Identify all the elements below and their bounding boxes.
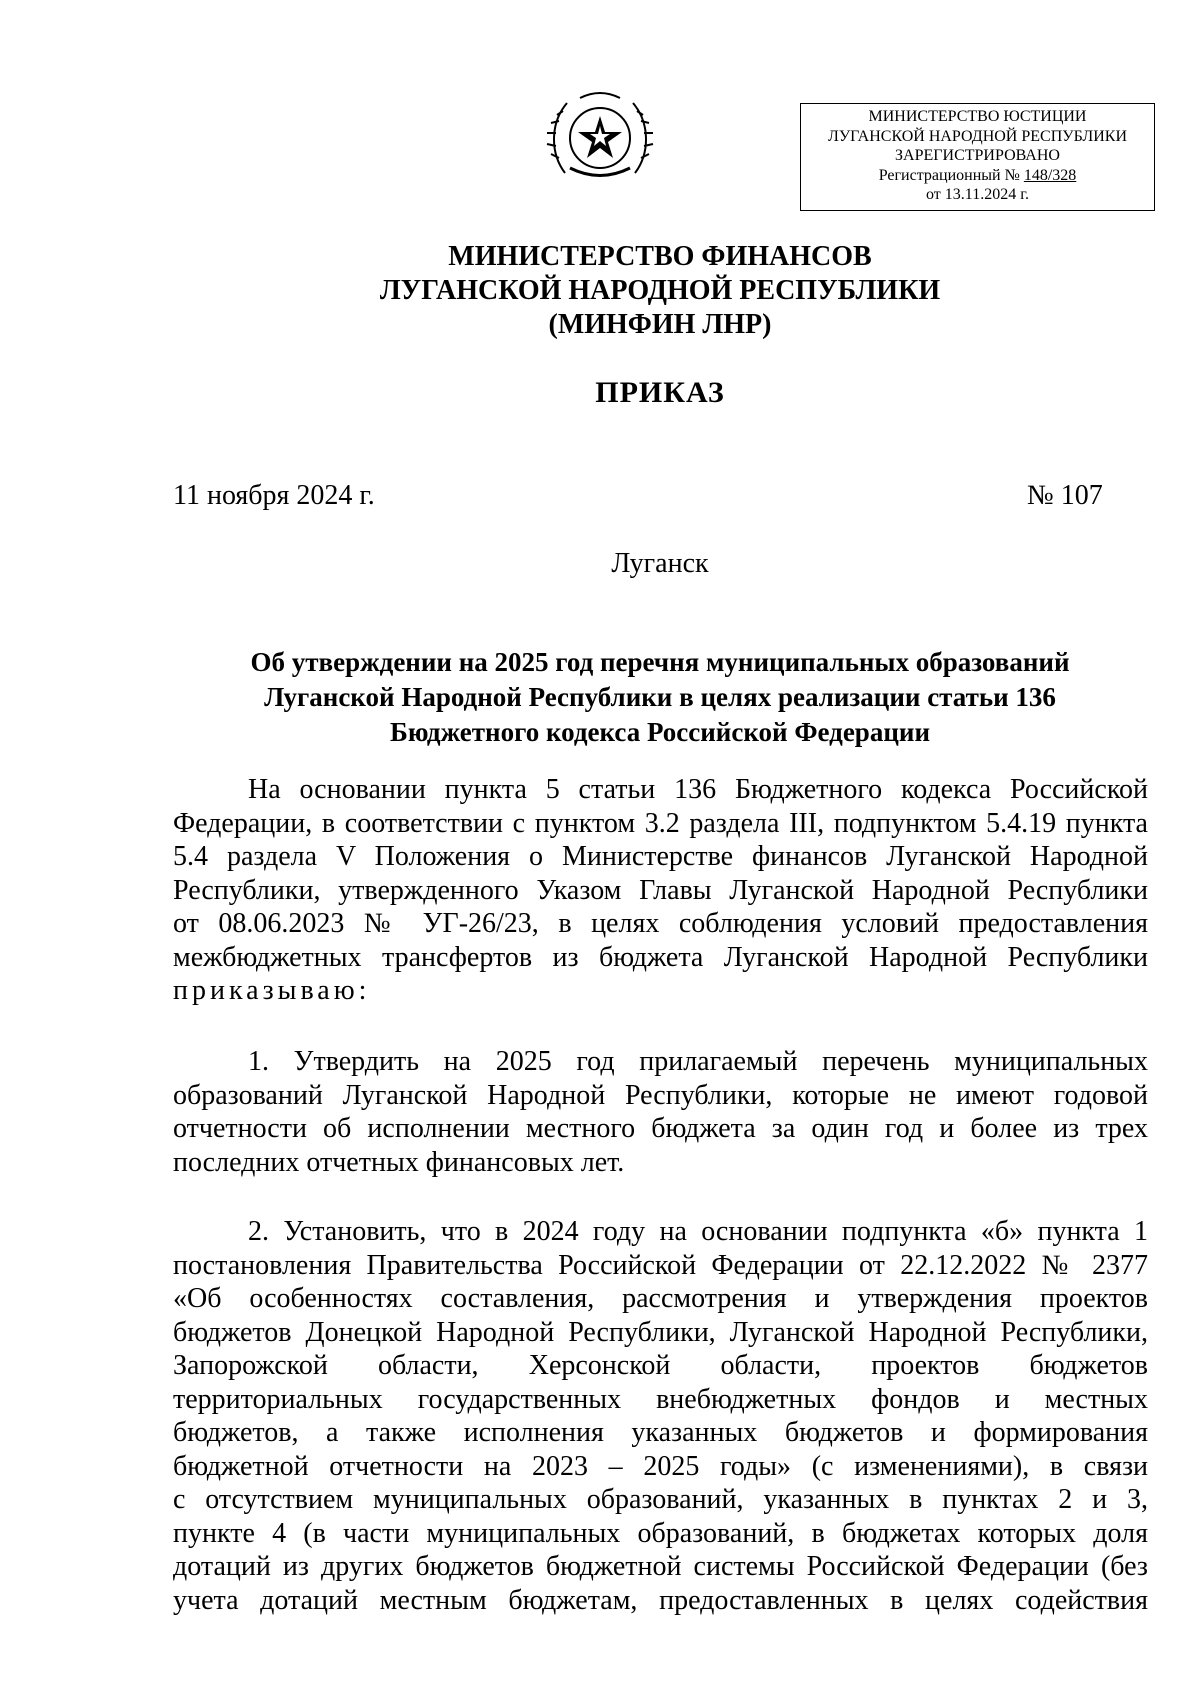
document-type-title: ПРИКАЗ [595,376,725,409]
ministry-header [0,240,1200,342]
order-date: 11 ноября 2024 г. [173,480,375,511]
stamp-registered-line: ЗАРЕГИСТРИРОВАНО [895,147,1060,164]
text-line: учета дотаций местным бюджетам, предоставленных в целях содействия [173,1584,1148,1616]
text-line: с отсутствием муниципальных образований, указанных в пунктах 2 и 3, [173,1484,1148,1515]
text-line: межбюджетных трансфертов из бюджета Луганской Народной Республики [173,941,1148,973]
text-line: отчетности об исполнении местного бюджета за один год и более из трех [173,1113,1148,1144]
text-line: от 08.06.2023 № УГ-26/23, в целях соблюдения условий предоставления [173,908,1148,939]
text-line: образований Луганской Народной Республики, которые не имеют годовой [173,1079,1148,1111]
stamp-date: от 13.11.2024 г. [926,186,1029,203]
text-line: бюджетной отчетности на 2023 – 2025 годы» (с изменениями), в связи [173,1450,1148,1482]
header-line: МИНИСТЕРСТВО ФИНАНСОВ [448,241,872,272]
order-subject [0,645,1200,750]
subject-line: Луганской Народной Республики в целях реализации статьи 136 [264,682,1056,712]
text-line: 5.4 раздела V Положения о Министерстве финансов Луганской Народной [173,841,1148,872]
registration-stamp [800,103,1155,211]
text-line: территориальных государственных внебюджетных фондов и местных [173,1383,1148,1415]
text-line: приказываю: [173,975,371,1006]
stamp-registration-number: Регистрационный № 148/328 [878,166,1077,184]
text-line: дотаций из других бюджетов бюджетной системы Российской Федерации (без [173,1551,1148,1582]
text-line: На основании пункта 5 статьи 136 Бюджетного кодекса Российской [248,774,1148,805]
text-line: бюджетов Донецкой Народной Республики, Луганской Народной Республики, [173,1316,1148,1348]
text-line: последних отчетных финансовых лет. [173,1146,625,1178]
order-number: № 107 [1027,480,1103,511]
preamble-paragraph [173,773,1148,1008]
text-line: бюджетов, а также исполнения указанных бюджетов и формирования [173,1417,1148,1448]
text-line: 2. Установить, что в 2024 году на основании подпункта «б» пункта 1 [248,1216,1148,1247]
item-1-paragraph [173,1045,1148,1179]
text-line: Республики, утвержденного Указом Главы Луганской Народной Республики [173,874,1148,906]
text-line: пункте 4 (в части муниципальных образований, в бюджетах которых доля [173,1517,1148,1549]
stamp-ministry-line: МИНИСТЕРСТВО ЮСТИЦИИ [868,108,1087,125]
subject-line: Бюджетного кодекса Российской Федерации [389,717,930,747]
coat-of-arms-emblem [545,88,655,188]
item-2-paragraph [173,1215,1148,1617]
text-line: «Об особенностях составления, рассмотрения и утверждения проектов [173,1283,1148,1314]
subject-line: Об утверждении на 2025 год перечня муниципальных образований [250,647,1070,677]
text-line: Федерации, в соответствии с пунктом 3.2 раздела III, подпунктом 5.4.19 пункта [173,807,1148,839]
order-city: Луганск [611,548,709,579]
header-line: ЛУГАНСКОЙ НАРОДНОЙ РЕСПУБЛИКИ [379,275,941,306]
text-line: Запорожской области, Херсонской области, проектов бюджетов [173,1350,1148,1381]
text-line: 1. Утвердить на 2025 год прилагаемый перечень муниципальных [248,1046,1148,1077]
stamp-republic-line: ЛУГАНСКОЙ НАРОДНОЙ РЕСПУБЛИКИ [827,127,1128,145]
header-line: (МИНФИН ЛНР) [548,309,772,340]
text-line: постановления Правительства Российской Федерации от 22.12.2022 № 2377 [173,1249,1148,1281]
